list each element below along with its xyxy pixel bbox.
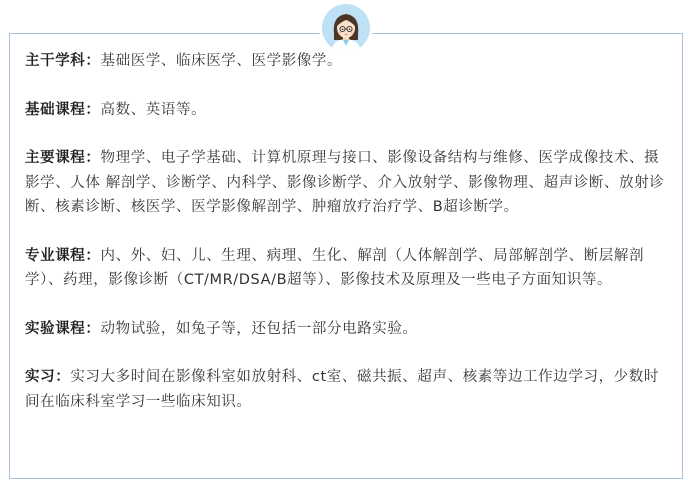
section-label: 主要课程： — [25, 150, 101, 166]
section-main-subjects — [25, 49, 671, 74]
section-label: 主干学科： — [25, 53, 101, 69]
section-text: 实习大多时间在影像科室如放射科、ct室、磁共振、超声、核素等边工作边学习，少数时间在临床科室学习一些临床知识。 — [25, 369, 659, 410]
section-text: 高数、英语等。 — [100, 101, 207, 118]
section-text: 基础医学、临床医学、医学影像学。 — [100, 53, 343, 69]
section-basic-courses — [25, 98, 671, 123]
doctor-avatar-icon — [322, 4, 370, 52]
course-info — [25, 49, 671, 414]
section-label: 基础课程： — [25, 101, 101, 118]
section-label: 实习： — [25, 369, 71, 385]
section-professional-courses — [25, 244, 671, 293]
section-text: 物理学、电子学基础、计算机原理与接口、影像设备结构与维修、医学成像技术、摄影学、人体 解剖学、诊断学、内科学、影像诊断学、介入放射学、影像物理、超声诊断、放射诊断、核素诊断、核医学、医学影像解剖学、肿瘤放疗治疗学、B超诊断学。 — [25, 150, 665, 215]
section-lab-courses — [25, 317, 671, 342]
section-major-courses — [25, 146, 671, 220]
section-label: 专业课程： — [25, 247, 101, 264]
section-text: 动物试验，如兔子等，还包括一部分电路实验。 — [100, 320, 418, 337]
section-text: 内、外、妇、儿、生理、病理、生化、解剖（人体解剖学、局部解剖学、断层解剖学）、药理，影像诊断（CT/MR/DSA/B超等）、影像技术及原理及一些电子方面知识等。 — [25, 247, 645, 288]
section-label: 实验课程： — [25, 320, 101, 337]
section-internship — [25, 365, 671, 414]
